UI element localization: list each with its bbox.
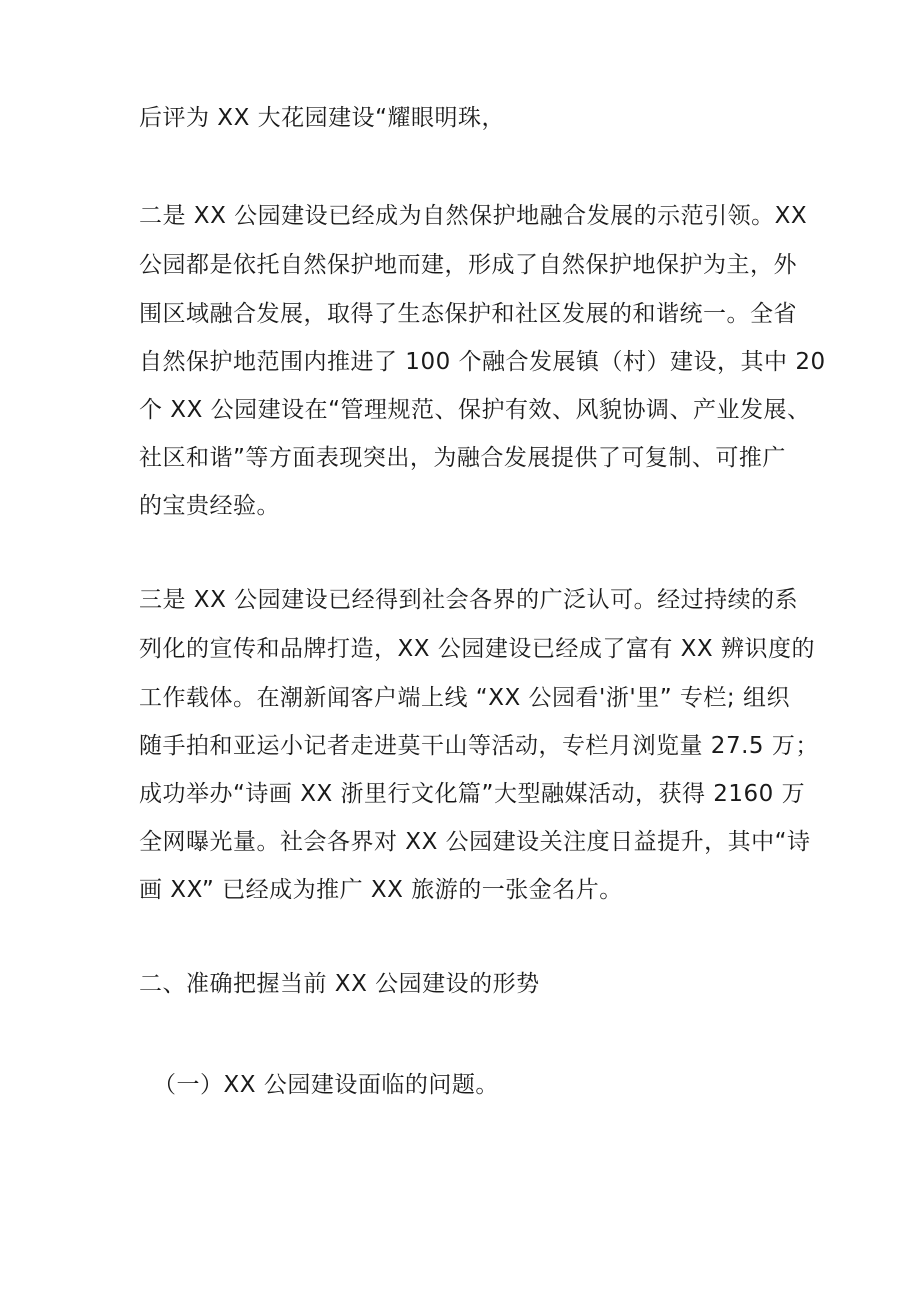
paragraph-2-line-1: 二是 XX 公园建设已经成为自然保护地融合发展的示范引领。XX: [139, 203, 808, 229]
paragraph-2-line-6: 社区和谐”等方面表现突出，为融合发展提供了可复制、可推广: [139, 445, 786, 471]
paragraph-3-line-7: 画 XX” 已经成为推广 XX 旅游的一张金名片。: [139, 877, 623, 903]
paragraph-1-line-1: 后评为 XX 大花园建设“耀眼明珠，: [139, 105, 506, 131]
paragraph-2-line-5: 个 XX 公园建设在“管理规范、保护有效、风貌协调、产业发展、: [139, 397, 811, 423]
sub-heading: （一）XX 公园建设面临的问题。: [153, 1072, 499, 1098]
paragraph-2-line-7: 的宝贵经验。: [139, 493, 280, 519]
paragraph-3-line-1: 三是 XX 公园建设已经得到社会各界的广泛认可。经过持续的系: [139, 587, 799, 613]
paragraph-3-line-4: 随手拍和亚运小记者走进莫干山等活动，专栏月浏览量 27.5 万；: [139, 733, 819, 759]
section-heading: 二、准确把握当前 XX 公园建设的形势: [139, 971, 540, 997]
paragraph-2-line-3: 围区域融合发展，取得了生态保护和社区发展的和谐统一。全省: [139, 301, 797, 327]
paragraph-2-line-4: 自然保护地范围内推进了 100 个融合发展镇（村）建设，其中 20: [139, 349, 826, 375]
paragraph-2-line-2: 公园都是依托自然保护地而建，形成了自然保护地保护为主，外: [139, 252, 797, 278]
paragraph-3-line-3: 工作载体。在潮新闻客户端上线 “XX 公园看'浙'里” 专栏; 组织: [139, 685, 790, 711]
paragraph-3-line-2: 列化的宣传和品牌打造，XX 公园建设已经成了富有 XX 辨识度的: [139, 636, 815, 662]
paragraph-3-line-5: 成功举办“诗画 XX 浙里行文化篇”大型融媒活动，获得 2160 万: [139, 781, 806, 807]
paragraph-3-line-6: 全网曝光量。社会各界对 XX 公园建设关注度日益提升，其中“诗: [139, 829, 811, 855]
